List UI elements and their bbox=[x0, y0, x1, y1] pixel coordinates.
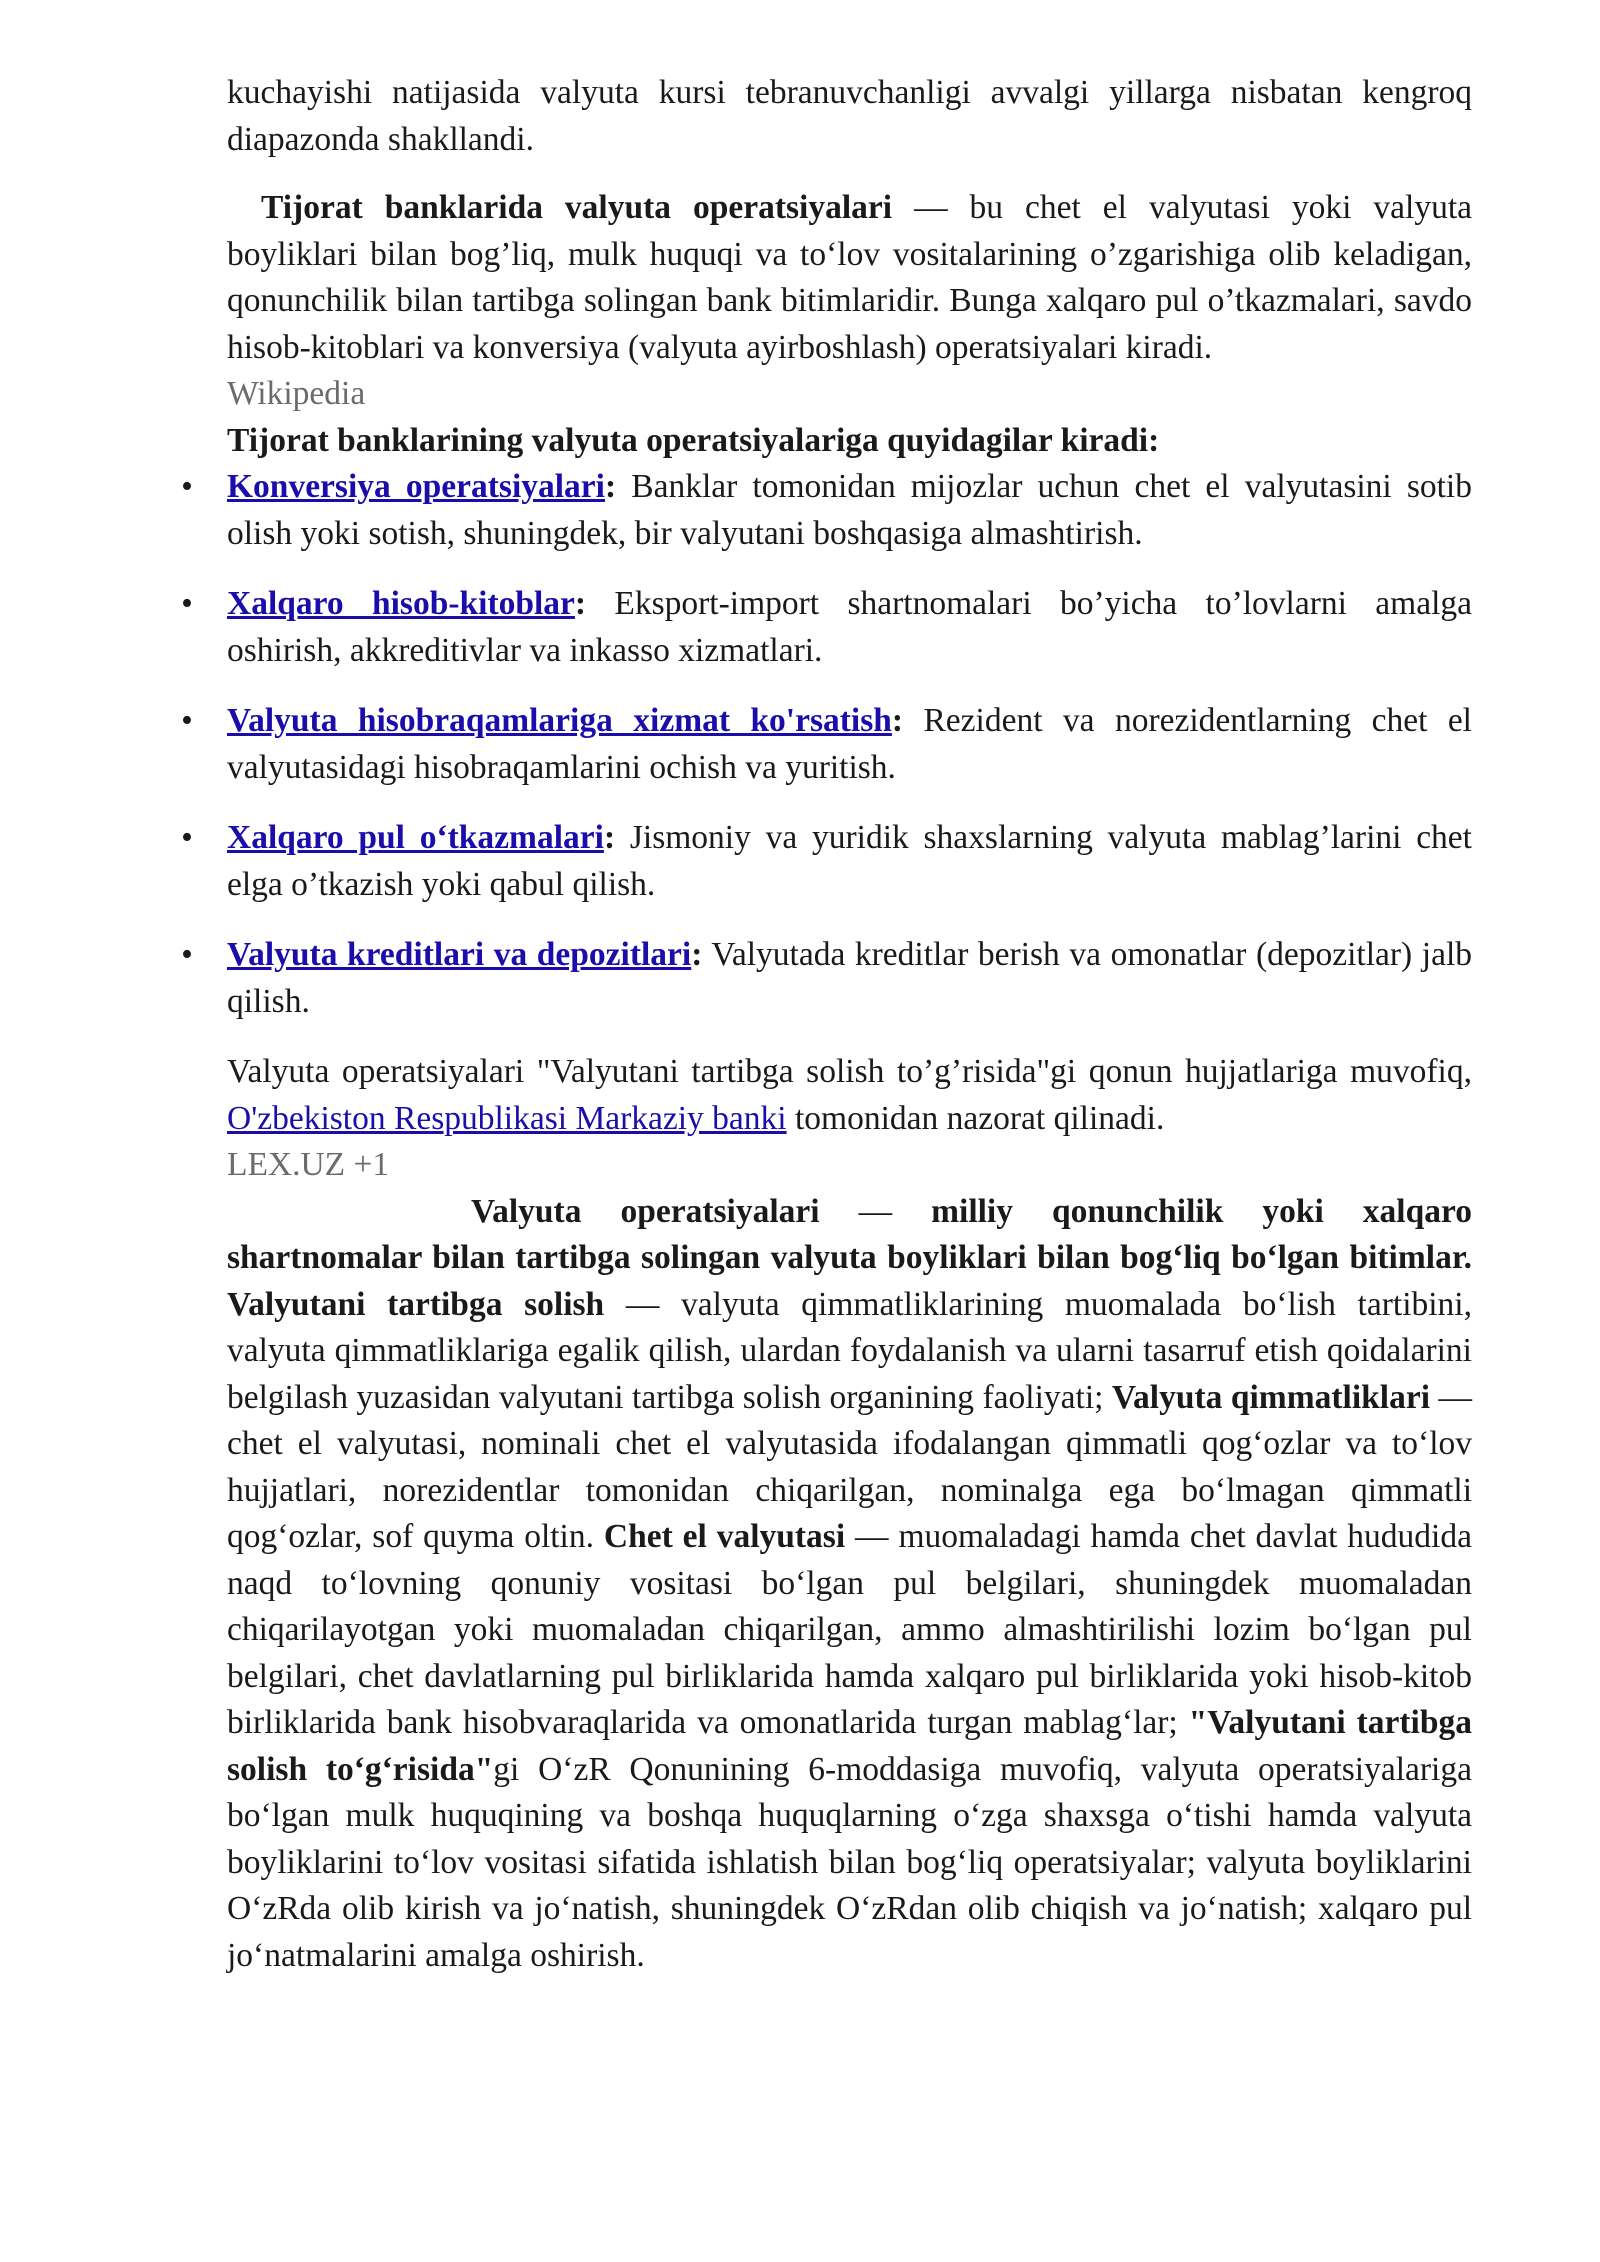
dash: — bbox=[819, 1192, 932, 1230]
text-currency-regulation: — valyuta qimmatliklarining muomalada bo‘lish tartibini, valyuta qimmatliklariga egalik qilish, ulardan foydalanish va ularni tasarruf etish qoidalarini belgilash yuzasidan valyutani tartibga solish organining faoliyati; bbox=[227, 1285, 1472, 1416]
list-heading: Tijorat banklarining valyuta operatsiyalariga quyidagilar kiradi: bbox=[227, 421, 1160, 459]
list-item bbox=[181, 464, 1472, 557]
list-item bbox=[181, 581, 1472, 674]
document-page bbox=[181, 70, 1473, 1979]
link-account-services[interactable]: Valyuta hisobraqamlariga xizmat ko'rsatish bbox=[227, 702, 892, 739]
term-currency-operations: Valyuta operatsiyalari bbox=[471, 1192, 820, 1230]
operations-list bbox=[181, 464, 1473, 1025]
term-law-title: "Valyutani tartibga solish to‘g‘risida" bbox=[227, 1704, 1473, 1788]
list-item bbox=[181, 815, 1472, 908]
item-colon: : bbox=[891, 702, 904, 739]
paragraph-legal-definitions bbox=[227, 1189, 1472, 1980]
text-foreign-currency: — muomaladagi hamda chet davlat hududida naqd to‘lovning qonuniy vositasi bo‘lgan pul belgilari, shuningdek muomaladan chiqarilayotgan yoki muomaladan chiqarilgan, ammo almashtirilishi lozim bo‘lgan pul belgilari, chet davlatlarning pul birliklarida hamda xalqaro pul birliklarida yoki hisob-kitob birliklarida bank hisobvaraqlarida va omonatlarida turgan mablag‘lar; bbox=[227, 1518, 1472, 1741]
item-colon: : bbox=[574, 585, 587, 622]
paragraph-regulation bbox=[227, 1049, 1472, 1142]
paragraph-definition bbox=[227, 185, 1472, 371]
bullet-icon: • bbox=[181, 468, 193, 505]
link-international-settlements[interactable]: Xalqaro hisob-kitoblar bbox=[227, 585, 575, 622]
item-colon: : bbox=[604, 468, 617, 505]
item-colon: : bbox=[603, 819, 616, 856]
link-credits-deposits[interactable]: Valyuta kreditlari va depozitlari bbox=[227, 936, 692, 973]
link-money-transfers[interactable]: Xalqaro pul o‘tkazmalari bbox=[227, 819, 604, 856]
source-wikipedia[interactable]: Wikipedia bbox=[227, 375, 366, 412]
term-currency-regulation: Valyutani tartibga solish bbox=[227, 1285, 605, 1323]
item-text: Banklar tomonidan mijozlar uchun chet el valyutasini sotib olish yoki sotish, shuningdek, bir valyutani boshqasiga almashtirish. bbox=[227, 468, 1472, 552]
text-law-article: gi O‘zR Qonunining 6-moddasiga muvofiq, valyuta operatsiyalariga bo‘lgan mulk huquqining va boshqa huquqlarning o‘zga shaxsga o‘tishi hamda valyuta boyliklarini to‘lov vositasi sifatida ishlatish bilan bog‘liq operatsiyalar; valyuta boyliklarini O‘zRda olib kirish va jo‘natish, shuningdek O‘zRdan olib chiqish va jo‘natish; xalqaro pul jo‘natmalarini amalga oshirish. bbox=[227, 1750, 1472, 1974]
source-lexuz[interactable]: LEX.UZ +1 bbox=[227, 1146, 390, 1183]
bullet-icon: • bbox=[181, 819, 193, 856]
term-currency-values: Valyuta qimmatliklari bbox=[1111, 1378, 1431, 1416]
text-currency-values: — chet el valyutasi, nominali chet el valyutasida ifodalangan qimmatli qog‘ozlar va to‘lov hujjatlari, norezidentlar tomonidan chiqarilgan, nominalga ega bo‘lmagan qimmatli qog‘ozlar, sof quyma oltin. bbox=[227, 1378, 1472, 1555]
item-text: Jismoniy va yuridik shaxslarning valyuta mablag’larini chet elga o’tkazish yoki qabul qilish. bbox=[227, 819, 1472, 903]
bullet-icon: • bbox=[181, 702, 193, 739]
paragraph-intro: kuchayishi natijasida valyuta kursi tebranuvchanligi avvalgi yillarga nisbatan kengroq diapazonda shakllandi. bbox=[227, 74, 1472, 158]
definition-term: Tijorat banklarida valyuta operatsiyalari bbox=[261, 189, 893, 226]
list-item bbox=[181, 698, 1472, 791]
bullet-icon: • bbox=[181, 585, 193, 622]
definition-text: — bu chet el valyutasi yoki valyuta boyliklari bilan bog’liq, mulk huquqi va to‘lov vositalarining o’zgarishiga olib keladigan, qonunchilik bilan tartibga solingan bank bitimlaridir. Bunga xalqaro pul o’tkazmalari, savdo hisob-kitoblari va konversiya (valyuta ayirboshlash) operatsiyalari kiradi. bbox=[227, 189, 1473, 366]
item-text: Valyutada kreditlar berish va omonatlar (depozitlar) jalb qilish. bbox=[227, 936, 1473, 1020]
bullet-icon: • bbox=[181, 936, 193, 973]
link-conversion-operations[interactable]: Konversiya operatsiyalari bbox=[227, 468, 605, 505]
bold-definition: milliy qonunchilik yoki xalqaro shartnomalar bilan tartibga solingan valyuta boyliklari bilan bog‘liq bo‘lgan bitimlar. bbox=[227, 1192, 1472, 1276]
item-text: Rezident va norezidentlarning chet el valyutasidagi hisobraqamlarini ochish va yuritish. bbox=[227, 702, 1472, 786]
item-text: Eksport-import shartnomalari bo’yicha to’lovlarni amalga oshirish, akkreditivlar va inkasso xizmatlari. bbox=[227, 585, 1472, 669]
list-item bbox=[181, 932, 1473, 1025]
item-colon: : bbox=[691, 936, 703, 973]
regulation-text-before: Valyuta operatsiyalari "Valyutani tartibga solish to’g’risida"gi qonun hujjatlariga muvofiq, bbox=[227, 1053, 1472, 1090]
link-central-bank[interactable]: O'zbekiston Respublikasi Markaziy banki bbox=[227, 1099, 787, 1137]
regulation-text-after: tomonidan nazorat qilinadi. bbox=[786, 1099, 1165, 1137]
term-foreign-currency: Chet el valyutasi bbox=[603, 1518, 846, 1555]
